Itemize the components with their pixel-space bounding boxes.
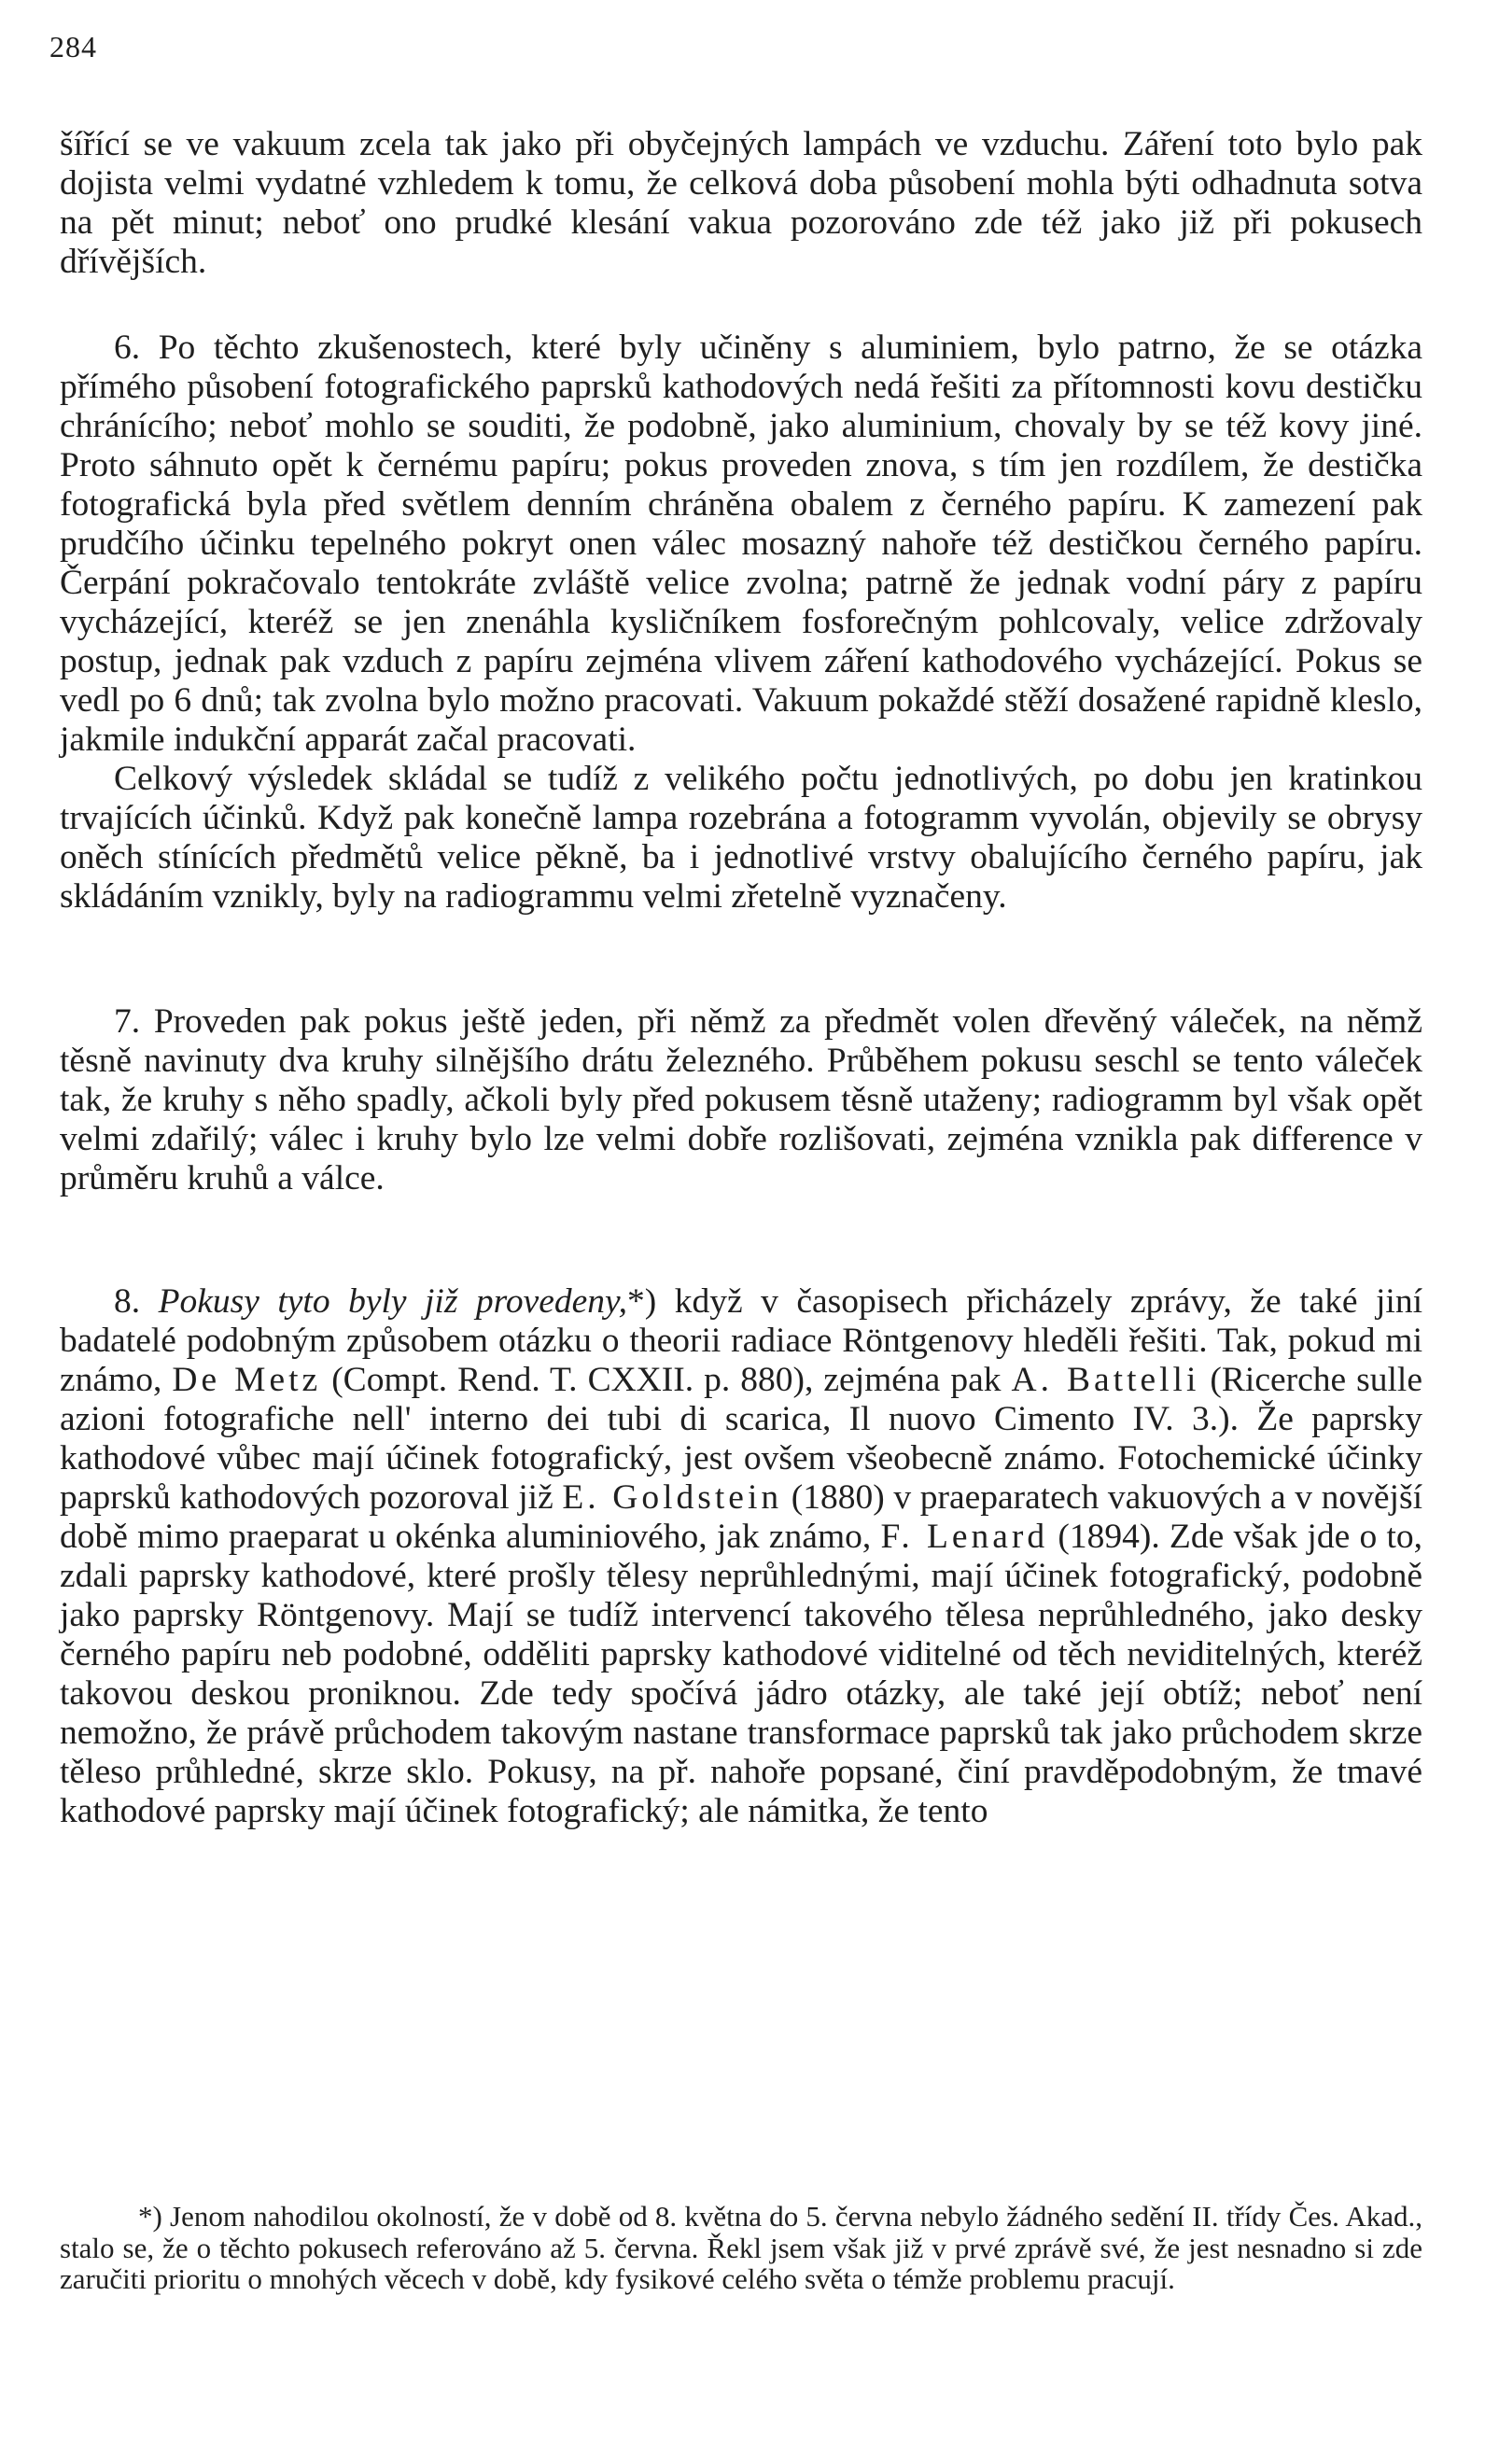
paragraph-8-text-b: (Compt. Rend. T. CXXII. p. 880), zejména pak [321, 1361, 1012, 1399]
paragraph-continued: šířící se ve vakuum zcela tak jako při obyčejných lampách ve vzduchu. Záření toto bylo pak dojista velmi vydatné vzhledem k tomu, že celková doba působení mohla býti odhadnuta sotva na pět minut; neboť ono prudké klesání vakua pozorováno zde též jako již při pokusech dřívějších. [60, 125, 1422, 281]
footnote-text: *) Jenom nahodilou okolností, že v době od 8. května do 5. června nebylo žádného sedění II. třídy Čes. Akad., stalo se, že o těchto pokusech referováno až 5. června. Řekl jsem však již v prvé zprávě své, že jest nesnadno si zde zaručiti prioritu o mnohých věcech v době, kdy fysikové celého světa o témže problemu pracují. [60, 2200, 1422, 2295]
footnote [60, 2201, 1422, 2295]
paragraph-6: 6. Po těchto zkušenostech, které byly učiněny s aluminiem, bylo patrno, že se otázka přímého působení fotografického paprsků kathodových nedá řešiti za přítomnosti kovu destičku chránícího; neboť mohlo se souditi, že podobně, jako aluminium, chovaly by se též kovy jiné. Proto sáhnuto opět k černému papíru; pokus proveden znova, s tím jen rozdílem, že destička fotografická byla před světlem denním chráněna obalem z černého papíru. K zamezení pak prudčího účinku tepelného pokryt onen válec mosazný nahoře též destičkou černého papíru. Čerpání pokračovalo tentokráte zvláště velice zvolna; patrně že jednak vodní páry z papíru vycházející, kteréž se jen znenáhla kysličníkem fosforečným pohlcovaly, velice zdržovaly postup, jednak pak vzduch z papíru zejména vlivem záření kathodového vycházející. Pokus se vedl po 6 dnů; tak zvolna bylo možno pracovati. Vakuum pokaždé stěží dosažené rapidně kleslo, jakmile indukční apparát začal pracovati. [60, 329, 1422, 759]
author-lenard: F. Lenard [880, 1518, 1049, 1556]
page-number: 284 [49, 30, 97, 63]
paragraph-8-text-c: (Ricerche sulle azioni fotografiche nell' interno dei tubi di scarica, Il nuovo Cimento IV. 3.). Že paprsky kathodové vůbec mají účinek fotografický, jest ovšem všeobecně známo. Fotochemické účinky paprsků kathodových pozoroval již [60, 1361, 1422, 1517]
author-goldstein: E. Goldstein [562, 1478, 783, 1517]
paragraph-8-italic-phrase: Pokusy tyto byly již provedeny, [158, 1282, 628, 1321]
author-battelli: A. Battelli [1011, 1361, 1200, 1399]
paragraph-7: 7. Proveden pak pokus ještě jeden, při němž za předmět volen dřevěný váleček, na němž těsně navinuty dva kruhy silnějšího drátu železného. Průběhem pokusu seschl se tento váleček tak, že kruhy s něho spadly, ačkoli byly před pokusem těsně utaženy; radiogramm byl však opět velmi zdařilý; válec i kruhy bylo lze velmi dobře rozlišovati, zejména vznikla pak difference v průměru kruhů a válce. [60, 1002, 1422, 1197]
paragraph-8-text-a: *) když v časopisech přicházely zprávy, že také jiní badatelé podobným způsobem otázku o theorii radiace Röntgenovy hleděli řešiti. Tak, pokud mi známo, [60, 1282, 1423, 1399]
main-text [60, 125, 1422, 1831]
paragraph-8 [60, 1282, 1422, 1831]
paragraph-6-result: Celkový výsledek skládal se tudíž z velikého počtu jednotlivých, po dobu jen kratinkou trvajících účinků. Když pak konečně lampa rozebrána a fotogramm vyvolán, objevily se obrysy oněch stínících předmětů velice pěkně, ba i jednotlivé vrstvy obalujícího černého papíru, jak skládáním vznikly, byly na radiogrammu velmi zřetelně vyznačeny. [60, 760, 1422, 916]
author-de-metz: De Metz [172, 1361, 322, 1399]
paragraph-8-number: 8. [114, 1282, 159, 1321]
paragraph-8-text-d: (1880) v praeparatech vakuových a v novější době mimo praeparat u okénka aluminiového, jak známo, [60, 1478, 1422, 1556]
paragraph-8-text-e: (1894). Zde však jde o to, zdali paprsky kathodové, které prošly tělesy neprůhlednými, mají účinek fotografický, podobně jako paprsky Röntgenovy. Mají se tudíž intervencí takového tělesa neprůhledného, jako desky černého papíru neb podobné, odděliti paprsky kathodové viditelné od těch neviditelných, kteréž takovou deskou proniknou. Zde tedy spočívá jádro otázky, ale také její obtíž; neboť není nemožno, že právě průchodem takovým nastane transformace paprsků tak jako průchodem skrze těleso průhledné, skrze sklo. Pokusy, na př. nahoře popsané, činí pravděpodobným, že tmavé kathodové paprsky mají účinek fotografický; ale námitka, že tento [60, 1518, 1422, 1830]
